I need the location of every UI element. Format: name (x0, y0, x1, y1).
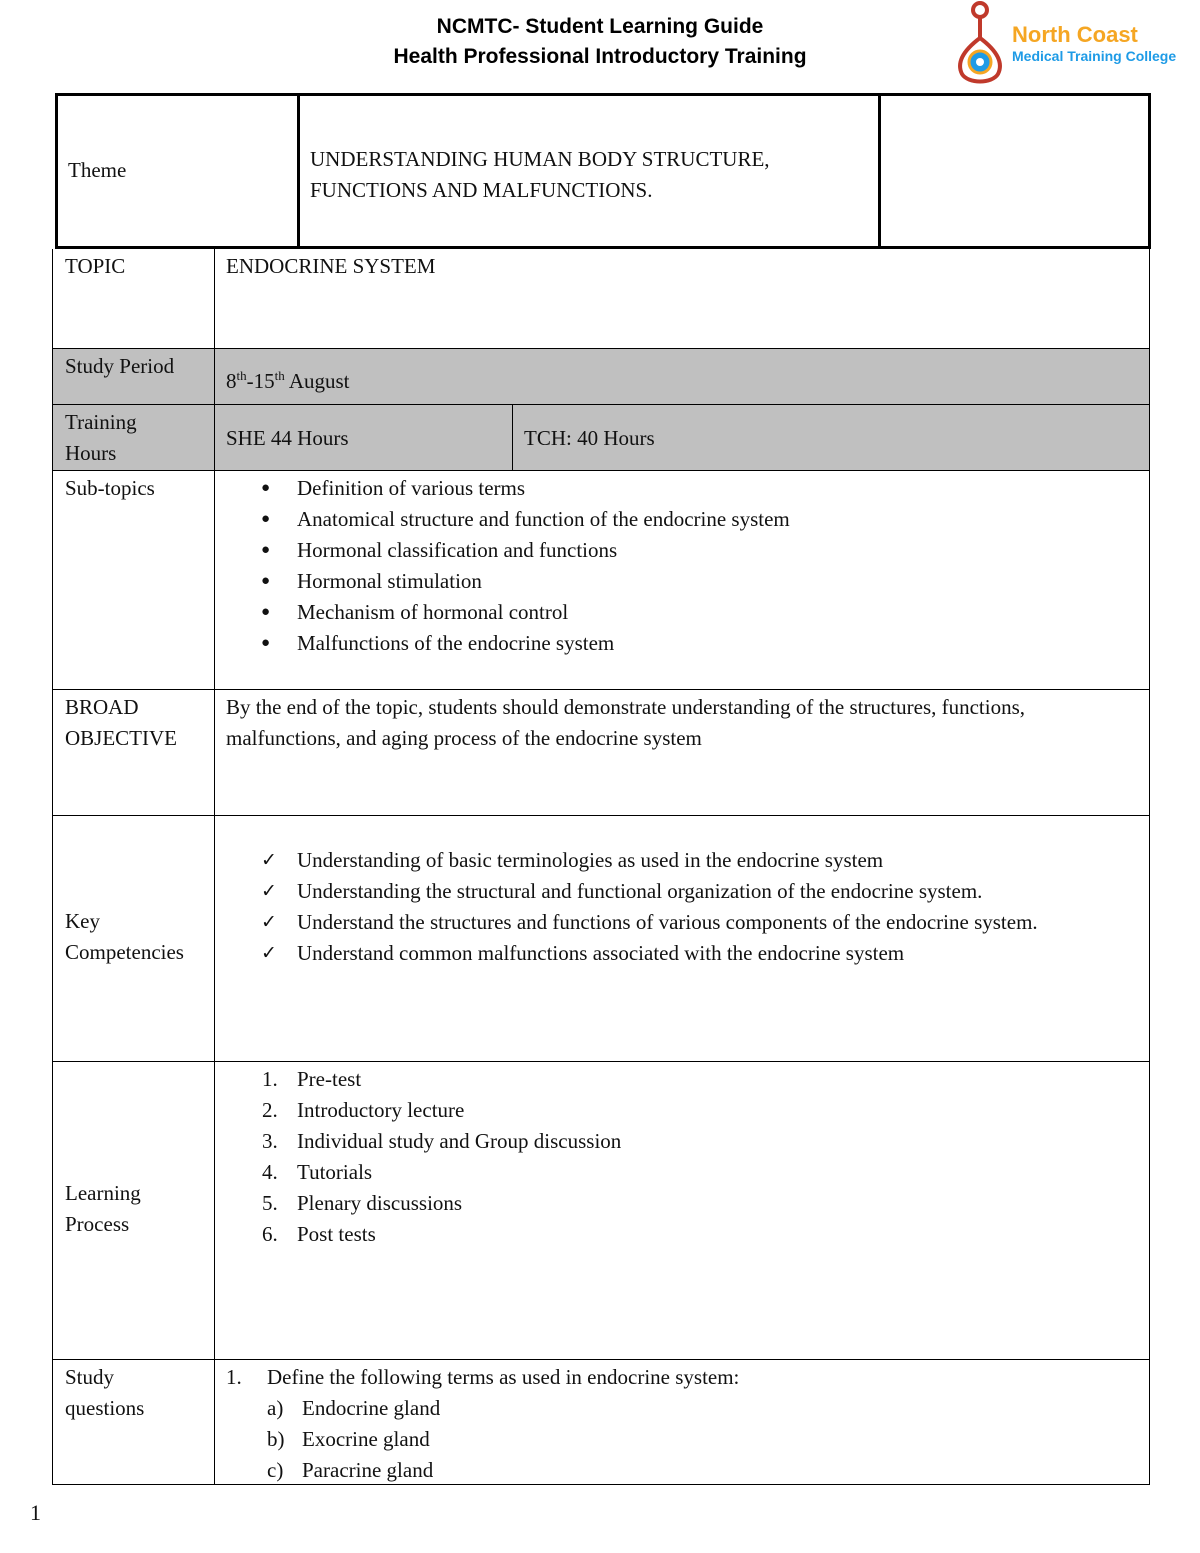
broad-objective-label-line2: OBJECTIVE (65, 726, 177, 750)
list-item: ● Anatomical structure and function of the endocrine system (215, 504, 1139, 535)
study-questions-value (215, 1360, 1149, 1484)
item-letter: a) (267, 1396, 284, 1420)
training-hours-label-line2: Hours (65, 441, 117, 465)
period-start-suffix: th (236, 368, 247, 383)
logo-name-line1: North Coast (1012, 22, 1138, 47)
theme-value-line1: UNDERSTANDING HUMAN BODY STRUCTURE, (310, 147, 770, 171)
training-hours-label-line1: Training (65, 410, 137, 434)
study-questions-row (53, 1360, 1149, 1485)
header-title: NCMTC- Student Learning Guide (436, 15, 764, 38)
theme-label: Theme (58, 96, 300, 246)
item-number: 4. (262, 1160, 278, 1184)
study-period-row (53, 349, 1149, 405)
list-item: ✓ Understand the structures and functions of various components of the endocrine system. (215, 907, 1139, 938)
list-item: ● Hormonal classification and functions (215, 535, 1139, 566)
list-item (215, 1188, 1139, 1219)
list-item: ● Malfunctions of the endocrine system (215, 628, 1139, 659)
college-logo (950, 0, 1180, 90)
question-number: 1. (226, 1365, 242, 1389)
item-text: Exocrine gland (302, 1427, 430, 1451)
item-number: 3. (262, 1129, 278, 1153)
item-text: Tutorials (297, 1160, 373, 1184)
list-item: ● Definition of various terms (215, 473, 1139, 504)
item-text: Plenary discussions (297, 1191, 463, 1215)
key-competencies-label (53, 816, 215, 1061)
item-text: Individual study and Group discussion (297, 1129, 622, 1153)
item-number: 1. (262, 1067, 278, 1091)
study-period-value (215, 349, 1149, 404)
header-subtitle: Health Professional Introductory Training (393, 45, 807, 68)
she-hours: SHE 44 Hours (215, 405, 513, 470)
topic-label: TOPIC (53, 249, 215, 348)
key-competencies-label-line2: Competencies (65, 940, 184, 964)
page-number: 1 (30, 1500, 41, 1525)
question-text: Define the following terms as used in endocrine system: (267, 1365, 740, 1389)
item-number: 2. (262, 1098, 278, 1122)
training-hours-row (53, 405, 1149, 471)
item-number: 5. (262, 1191, 278, 1215)
list-item: ● Mechanism of hormonal control (215, 597, 1139, 628)
item-text: Introductory lecture (297, 1098, 465, 1122)
item-text: Endocrine gland (302, 1396, 441, 1420)
list-item (215, 1219, 1139, 1250)
training-hours-values (215, 405, 1149, 470)
competencies-list (215, 845, 1139, 969)
stethoscope-logo-icon (950, 0, 1012, 90)
list-item (215, 1064, 1139, 1095)
learning-process-row (53, 1062, 1149, 1360)
learning-process-label (53, 1062, 215, 1359)
period-start-day: 8 (226, 369, 237, 393)
topic-value: ENDOCRINE SYSTEM (226, 254, 436, 278)
list-item (215, 1424, 1139, 1455)
study-guide-table (52, 249, 1150, 1485)
item-letter: b) (267, 1427, 285, 1451)
logo-wordmark (1012, 22, 1176, 64)
theme-value-line2: FUNCTIONS AND MALFUNCTIONS. (310, 178, 653, 202)
subtopics-list (215, 473, 1139, 659)
broad-objective-label-line1: BROAD (65, 695, 139, 719)
learning-process-list (215, 1064, 1139, 1250)
list-item (215, 1095, 1139, 1126)
question-1-subitems (215, 1393, 1139, 1486)
list-item: ✓ Understand common malfunctions associated with the endocrine system (215, 938, 1139, 969)
period-end-day: -15 (246, 369, 275, 393)
list-item (215, 1126, 1139, 1157)
period-month: August (284, 369, 350, 393)
list-item: ● Hormonal stimulation (215, 566, 1139, 597)
key-competencies-value (215, 816, 1149, 1061)
training-hours-label (53, 405, 215, 470)
item-letter: c) (267, 1458, 284, 1482)
period-end-suffix: th (274, 368, 285, 383)
list-item: ✓ Understanding of basic terminologies as used in the endocrine system (215, 845, 1139, 876)
key-competencies-row (53, 816, 1149, 1062)
learning-process-value (215, 1062, 1149, 1359)
theme-table (55, 93, 1151, 249)
key-competencies-label-line1: Key (65, 909, 100, 933)
learning-process-label-line2: Process (65, 1212, 130, 1236)
broad-objective-row (53, 690, 1149, 816)
question-1 (226, 1362, 1139, 1393)
list-item (215, 1455, 1139, 1486)
broad-objective-text: By the end of the topic, students should demonstrate understanding of the structures, functions, malfunctions, and aging process of the endocrine system (226, 695, 1026, 750)
item-number: 6. (262, 1222, 278, 1246)
logo-name-line2: Medical Training College (1012, 48, 1177, 64)
study-questions-label (53, 1360, 215, 1484)
item-text: Post tests (297, 1222, 376, 1246)
learning-process-label-line1: Learning (65, 1181, 141, 1205)
subtopics-row (53, 471, 1149, 690)
item-text: Pre-test (297, 1067, 362, 1091)
subtopics-label: Sub-topics (53, 471, 215, 689)
item-text: Paracrine gland (302, 1458, 434, 1482)
theme-value (300, 96, 881, 246)
subtopics-value (215, 471, 1149, 689)
broad-objective-label (53, 690, 215, 815)
topic-row (53, 249, 1149, 349)
list-item: ✓ Understanding the structural and functional organization of the endocrine system. (215, 876, 1139, 907)
tch-hours: TCH: 40 Hours (524, 426, 655, 450)
study-period-label: Study Period (53, 349, 215, 404)
theme-empty-cell (881, 96, 1148, 246)
list-item (215, 1393, 1139, 1424)
list-item (215, 1157, 1139, 1188)
study-questions-label-line2: questions (65, 1396, 145, 1420)
study-questions-label-line1: Study (65, 1365, 115, 1389)
